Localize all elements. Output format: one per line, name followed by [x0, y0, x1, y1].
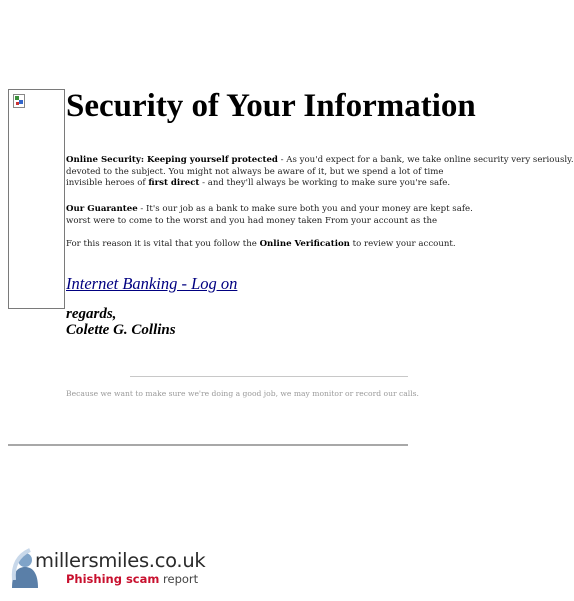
phishing-scam-label: Phishing scam	[66, 572, 160, 586]
verification-paragraph	[66, 239, 456, 251]
brand-name: first direct	[148, 178, 200, 189]
millersmiles-domain: millersmiles.co.uk	[35, 549, 206, 572]
phishing-report-tag	[66, 572, 198, 586]
security-line3a: invisible heroes of	[66, 178, 149, 189]
guarantee-lead: Our Guarantee	[66, 204, 138, 214]
security-line3b: - and they'll always be working to make sure you're safe.	[199, 178, 451, 189]
guarantee-line2: worst were to come to the worst and you had money taken From your account as the	[66, 215, 438, 226]
divider	[130, 376, 408, 377]
security-paragraph	[66, 155, 574, 190]
header-area	[66, 86, 476, 126]
page-divider	[8, 444, 408, 446]
guarantee-paragraph	[66, 204, 473, 227]
security-lead: Online Security: Keeping yourself protected	[66, 155, 278, 165]
signoff	[66, 306, 176, 338]
verification-text-a: For this reason it is vital that you follow the	[66, 239, 260, 249]
guarantee-text: - It's our job as a bank to make sure both you and your money are kept safe.	[137, 204, 473, 214]
broken-image-icon	[13, 94, 25, 108]
internet-banking-login-link[interactable]: Internet Banking - Log on	[66, 274, 238, 293]
footer-note: Because we want to make sure we're doing a good job, we may monitor or record our calls.	[66, 389, 419, 398]
broken-image-placeholder	[8, 89, 65, 309]
regards-text: regards,	[66, 306, 117, 322]
verification-text-b: to review your account.	[349, 239, 456, 249]
report-label: report	[159, 572, 199, 586]
security-text: - As you'd expect for a bank, we take online security very seriously.	[277, 155, 574, 165]
sender-name: Colette G. Collins	[66, 322, 176, 338]
page-title: Security of Your Information	[66, 88, 476, 124]
security-line2: devoted to the subject. You might not always be aware of it, but we spend a lot of time	[66, 166, 444, 177]
verification-bold: Online Verification	[259, 239, 350, 249]
